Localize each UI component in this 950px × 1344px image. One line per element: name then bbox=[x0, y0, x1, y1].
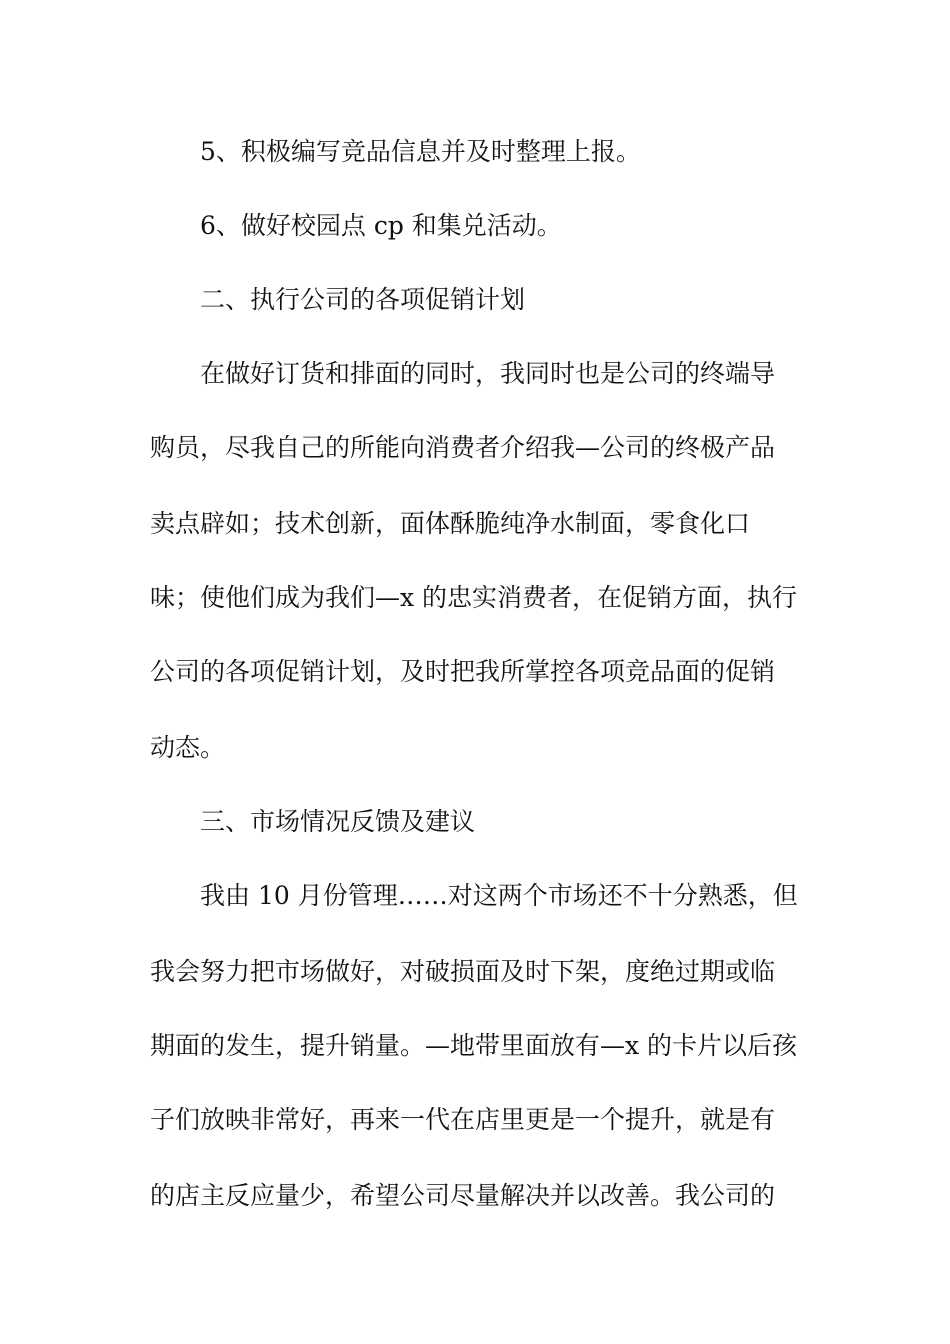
paragraph-line: 味；使他们成为我们—x 的忠实消费者，在促销方面，执行 bbox=[150, 583, 798, 612]
paragraph-line: 期面的发生，提升销量。—地带里面放有—x 的卡片以后孩 bbox=[150, 1031, 798, 1060]
section-heading-2: 二、执行公司的各项促销计划 bbox=[200, 285, 526, 314]
list-item-6: 6、做好校园点 cp 和集兑活动。 bbox=[200, 211, 562, 240]
list-item-5: 5、积极编写竞品信息并及时整理上报。 bbox=[200, 137, 641, 166]
paragraph-line: 购员，尽我自己的所能向消费者介绍我—公司的终极产品 bbox=[150, 433, 776, 462]
paragraph-line: 我会努力把市场做好，对破损面及时下架，度绝过期或临 bbox=[150, 957, 776, 986]
paragraph-line: 在做好订货和排面的同时，我同时也是公司的终端导 bbox=[200, 359, 776, 388]
section-heading-3: 三、市场情况反馈及建议 bbox=[200, 807, 476, 836]
paragraph-line: 的店主反应量少，希望公司尽量解决并以改善。我公司的 bbox=[150, 1181, 776, 1210]
paragraph-line: 动态。 bbox=[150, 733, 226, 762]
paragraph-line: 我由 10 月份管理……对这两个市场还不十分熟悉，但 bbox=[200, 881, 798, 910]
paragraph-line: 公司的各项促销计划，及时把我所掌控各项竞品面的促销 bbox=[150, 657, 776, 686]
paragraph-line: 卖点辟如；技术创新，面体酥脆纯净水制面，零食化口 bbox=[150, 509, 751, 538]
paragraph-line: 子们放映非常好，再来一代在店里更是一个提升，就是有 bbox=[150, 1105, 776, 1134]
